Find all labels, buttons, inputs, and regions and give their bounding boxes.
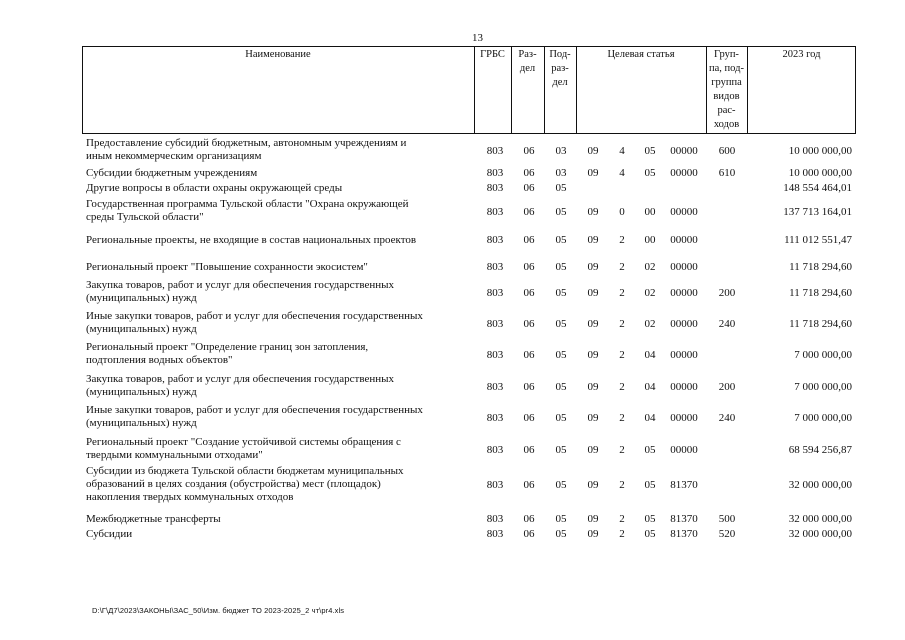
row-t1: 09 bbox=[587, 381, 599, 393]
row-podr: 05 bbox=[555, 513, 567, 525]
row-t1: 09 bbox=[587, 167, 599, 179]
row-t4: 00000 bbox=[670, 261, 698, 273]
header-grbs: ГРБС bbox=[480, 49, 505, 60]
row-grbs: 803 bbox=[486, 479, 504, 491]
row-t2: 2 bbox=[619, 318, 625, 330]
row-vid: 500 bbox=[718, 513, 736, 525]
row-t4: 81370 bbox=[670, 528, 698, 540]
row-t4: 81370 bbox=[670, 513, 698, 525]
row-grbs: 803 bbox=[486, 412, 504, 424]
row-grbs: 803 bbox=[486, 145, 504, 157]
row-t3: 02 bbox=[644, 287, 656, 299]
row-t2: 2 bbox=[619, 479, 625, 491]
row-podr: 05 bbox=[555, 287, 567, 299]
row-t2: 2 bbox=[619, 234, 625, 246]
row-t1: 09 bbox=[587, 234, 599, 246]
row-razd: 06 bbox=[523, 528, 535, 540]
row-razd: 06 bbox=[523, 261, 535, 273]
row-name: Субсидии бюджетным учреждениям bbox=[86, 167, 258, 179]
row-podr: 05 bbox=[555, 182, 567, 194]
row-t1: 09 bbox=[587, 444, 599, 456]
row-t1: 09 bbox=[587, 145, 599, 157]
row-amount: 11 718 294,60 bbox=[789, 318, 852, 330]
row-razd: 06 bbox=[523, 318, 535, 330]
row-podr: 05 bbox=[555, 412, 567, 424]
row-t2: 2 bbox=[619, 412, 625, 424]
row-name: Иные закупки товаров, работ и услуг для обеспечения государственных (муниципальных) нужд bbox=[86, 310, 423, 335]
row-amount: 7 000 000,00 bbox=[794, 412, 852, 424]
row-grbs: 803 bbox=[486, 349, 504, 361]
row-amount: 10 000 000,00 bbox=[788, 145, 852, 157]
row-razd: 06 bbox=[523, 206, 535, 218]
row-t2: 2 bbox=[619, 444, 625, 456]
row-amount: 137 713 164,01 bbox=[783, 206, 852, 218]
row-t3: 05 bbox=[644, 528, 656, 540]
row-amount: 32 000 000,00 bbox=[788, 528, 852, 540]
row-podr: 05 bbox=[555, 261, 567, 273]
row-name: Предоставление субсидий бюджетным, автономным учреждениям и иным некоммерческим организациям bbox=[86, 137, 407, 162]
row-grbs: 803 bbox=[486, 261, 504, 273]
row-t4: 00000 bbox=[670, 287, 698, 299]
row-grbs: 803 bbox=[486, 381, 504, 393]
row-grbs: 803 bbox=[486, 234, 504, 246]
file-path-footer: D:\Г\Д7\2023\ЗАКОНЫ\ЗАС_50\Изм. бюджет ТО 2023-2025_2 чт\pr4.xls bbox=[92, 606, 345, 615]
row-grbs: 803 bbox=[486, 167, 504, 179]
row-razd: 06 bbox=[523, 182, 535, 194]
row-grbs: 803 bbox=[486, 528, 504, 540]
row-grbs: 803 bbox=[486, 513, 504, 525]
row-t4: 81370 bbox=[670, 479, 698, 491]
row-podr: 05 bbox=[555, 206, 567, 218]
row-name: Региональный проект "Повышение сохранности экосистем" bbox=[86, 261, 368, 273]
row-t2: 2 bbox=[619, 261, 625, 273]
row-t1: 09 bbox=[587, 349, 599, 361]
row-vid: 200 bbox=[718, 381, 736, 393]
row-t4: 00000 bbox=[670, 234, 698, 246]
row-t1: 09 bbox=[587, 412, 599, 424]
row-t1: 09 bbox=[587, 261, 599, 273]
row-t2: 4 bbox=[619, 145, 625, 157]
row-t1: 09 bbox=[587, 479, 599, 491]
row-t2: 4 bbox=[619, 167, 625, 179]
row-podr: 05 bbox=[555, 318, 567, 330]
row-amount: 111 012 551,47 bbox=[784, 234, 852, 246]
header-name: Наименование bbox=[245, 49, 311, 60]
row-podr: 03 bbox=[555, 167, 567, 179]
row-razd: 06 bbox=[523, 479, 535, 491]
header-vid: Груп- па, под- группа видов рас- ходов bbox=[709, 49, 744, 130]
row-t1: 09 bbox=[587, 513, 599, 525]
row-amount: 148 554 464,01 bbox=[783, 182, 852, 194]
row-razd: 06 bbox=[523, 381, 535, 393]
row-razd: 06 bbox=[523, 513, 535, 525]
row-name: Иные закупки товаров, работ и услуг для обеспечения государственных (муниципальных) нужд bbox=[86, 404, 423, 429]
row-name: Закупка товаров, работ и услуг для обеспечения государственных (муниципальных) нужд bbox=[86, 279, 395, 304]
row-name: Субсидии bbox=[86, 528, 133, 540]
row-name: Межбюджетные трансферты bbox=[86, 513, 221, 525]
row-podr: 05 bbox=[555, 381, 567, 393]
row-podr: 05 bbox=[555, 528, 567, 540]
row-grbs: 803 bbox=[486, 444, 504, 456]
row-t2: 2 bbox=[619, 349, 625, 361]
row-name: Государственная программа Тульской области "Охрана окружающей среды Тульской области" bbox=[86, 198, 409, 223]
row-t3: 05 bbox=[644, 513, 656, 525]
row-t3: 00 bbox=[644, 206, 656, 218]
row-t4: 00000 bbox=[670, 206, 698, 218]
row-t4: 00000 bbox=[670, 145, 698, 157]
row-name: Другие вопросы в области охраны окружающей среды bbox=[86, 182, 343, 194]
row-t4: 00000 bbox=[670, 349, 698, 361]
row-name: Региональный проект "Определение границ зон затопления, подтопления водных объектов" bbox=[86, 341, 369, 366]
row-grbs: 803 bbox=[486, 206, 504, 218]
row-t3: 05 bbox=[644, 145, 656, 157]
row-vid: 240 bbox=[718, 412, 736, 424]
row-podr: 03 bbox=[555, 145, 567, 157]
row-t1: 09 bbox=[587, 318, 599, 330]
row-vid: 240 bbox=[718, 318, 736, 330]
row-grbs: 803 bbox=[486, 318, 504, 330]
row-name: Региональные проекты, не входящие в состав национальных проектов bbox=[86, 234, 417, 246]
row-t1: 09 bbox=[587, 528, 599, 540]
row-t3: 00 bbox=[644, 234, 656, 246]
row-razd: 06 bbox=[523, 412, 535, 424]
row-amount: 11 718 294,60 bbox=[789, 261, 852, 273]
row-t4: 00000 bbox=[670, 381, 698, 393]
row-t2: 2 bbox=[619, 513, 625, 525]
row-t2: 2 bbox=[619, 381, 625, 393]
row-name: Субсидии из бюджета Тульской области бюджетам муниципальных образований в целях создания (обустройства) мест (площадок) накопления твердых коммунальных отходов bbox=[86, 465, 404, 503]
row-t1: 09 bbox=[587, 206, 599, 218]
row-t3: 02 bbox=[644, 261, 656, 273]
row-amount: 32 000 000,00 bbox=[788, 479, 852, 491]
row-t3: 04 bbox=[644, 412, 656, 424]
header-target: Целевая статья bbox=[607, 49, 675, 60]
row-t3: 05 bbox=[644, 444, 656, 456]
header-razdel: Раз- дел bbox=[518, 49, 537, 74]
row-t3: 02 bbox=[644, 318, 656, 330]
row-t4: 00000 bbox=[670, 412, 698, 424]
row-amount: 32 000 000,00 bbox=[788, 513, 852, 525]
row-razd: 06 bbox=[523, 167, 535, 179]
row-t2: 2 bbox=[619, 528, 625, 540]
row-podr: 05 bbox=[555, 349, 567, 361]
row-t4: 00000 bbox=[670, 318, 698, 330]
row-podr: 05 bbox=[555, 479, 567, 491]
row-razd: 06 bbox=[523, 234, 535, 246]
row-amount: 7 000 000,00 bbox=[794, 381, 852, 393]
page-number: 13 bbox=[472, 32, 483, 44]
row-name: Закупка товаров, работ и услуг для обеспечения государственных (муниципальных) нужд bbox=[86, 373, 395, 398]
header-year: 2023 год bbox=[782, 49, 821, 60]
row-vid: 200 bbox=[718, 287, 736, 299]
row-t2: 0 bbox=[619, 206, 625, 218]
row-name: Региональный проект "Создание устойчивой системы обращения с твердыми коммунальными отходами" bbox=[86, 436, 401, 461]
row-amount: 7 000 000,00 bbox=[794, 349, 852, 361]
row-amount: 10 000 000,00 bbox=[788, 167, 852, 179]
row-vid: 520 bbox=[718, 528, 736, 540]
row-t1: 09 bbox=[587, 287, 599, 299]
row-razd: 06 bbox=[523, 349, 535, 361]
row-razd: 06 bbox=[523, 145, 535, 157]
row-t3: 04 bbox=[644, 349, 656, 361]
row-podr: 05 bbox=[555, 444, 567, 456]
row-t4: 00000 bbox=[670, 444, 698, 456]
row-amount: 11 718 294,60 bbox=[789, 287, 852, 299]
row-amount: 68 594 256,87 bbox=[788, 444, 852, 456]
row-t3: 05 bbox=[644, 479, 656, 491]
row-podr: 05 bbox=[555, 234, 567, 246]
row-vid: 600 bbox=[718, 145, 736, 157]
row-t2: 2 bbox=[619, 287, 625, 299]
row-vid: 610 bbox=[718, 167, 736, 179]
row-t4: 00000 bbox=[670, 167, 698, 179]
row-t3: 04 bbox=[644, 381, 656, 393]
row-t3: 05 bbox=[644, 167, 656, 179]
row-grbs: 803 bbox=[486, 182, 504, 194]
row-razd: 06 bbox=[523, 444, 535, 456]
header-podrazdel: Под- раз- дел bbox=[549, 49, 571, 88]
row-razd: 06 bbox=[523, 287, 535, 299]
row-grbs: 803 bbox=[486, 287, 504, 299]
